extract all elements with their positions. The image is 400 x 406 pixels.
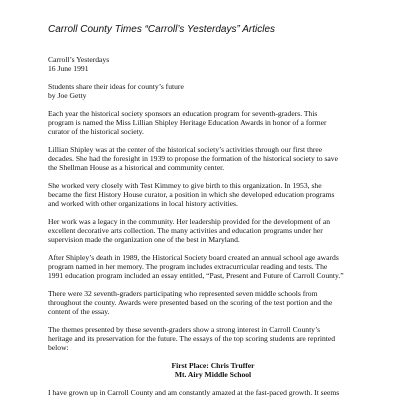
paragraph-line: supervision made the organization one of the best in Maryland. <box>48 235 240 244</box>
paragraph <box>48 145 378 172</box>
paragraph-line: She worked very closely with Test Kimmey to give birth to this organization. In 1953, she <box>48 181 322 190</box>
paragraph <box>48 253 378 280</box>
paragraph <box>48 109 378 136</box>
paragraph <box>48 181 378 208</box>
paragraph <box>48 289 378 316</box>
paragraph-line: Her work was a legacy in the community. Her leadership provided for the development of an <box>48 217 331 226</box>
paragraph-line: program is named the Miss Lillian Shipley Heritage Education Awards in honor of a former <box>48 118 327 127</box>
column-meta <box>48 55 378 73</box>
paragraph-line: heritage and its preservation for the future. The essays of the top scoring students are reprinted <box>48 334 336 343</box>
winner-heading <box>48 361 378 379</box>
paragraph-line: 1991 education program included an essay entitled, “Past, Present and Future of Carroll County.” <box>48 271 344 280</box>
article-headline: Students share their ideas for county’s future <box>48 82 184 91</box>
paragraph-line: excellent decorative arts collection. The many activities and education programs under her <box>48 226 323 235</box>
paragraph-line: Each year the historical society sponsors an education program for seventh-graders. This <box>48 109 318 118</box>
paragraph-line: There were 32 seventh-graders participating who represented seven middle schools from <box>48 289 318 298</box>
essay-line: I have grown up in Carroll County and am constantly amazed at the fast-paced growth. It seems <box>48 388 340 397</box>
paragraph-line: became the first History House curator, a position in which she developed education programs <box>48 190 335 199</box>
paragraph <box>48 325 378 352</box>
paragraph-line: Lillian Shipley was at the center of the historical society’s activities through our first three <box>48 145 323 154</box>
paragraph <box>48 217 378 244</box>
article-heading <box>48 82 378 100</box>
winner-school: Mt. Airy Middle School <box>174 370 252 379</box>
winner-place: First Place: Chris Truffer <box>171 361 255 370</box>
paragraph-line: content of the essay. <box>48 307 110 316</box>
document-page <box>48 24 378 406</box>
paragraph-line: After Shipley’s death in 1989, the Historical Society board created an annual school age awards <box>48 253 339 262</box>
article-byline: by Joe Getty <box>48 91 87 100</box>
paragraph-line: throughout the county. Awards were presented based on the scoring of the test portion and the <box>48 298 333 307</box>
paragraph-line: decades. She had the foresight in 1939 to propose the formation of the historical society to save <box>48 154 338 163</box>
paragraph-line: program named in her memory. The program includes extracurricular reading and tests. The <box>48 262 328 271</box>
paragraph-line: curator of the historical society. <box>48 127 144 136</box>
essay-paragraph <box>48 388 378 397</box>
column-name: Carroll’s Yesterdays <box>48 55 110 64</box>
paragraph-line: and worked with other organizations in local history activities. <box>48 199 238 208</box>
paragraph-line: below: <box>48 343 69 352</box>
document-header: Carroll County Times “Carroll’s Yesterdays” Articles <box>48 24 276 35</box>
article-date: 16 June 1991 <box>48 64 89 73</box>
paragraph-line: the Shellman House as a historical and community center. <box>48 163 225 172</box>
paragraph-line: The themes presented by these seventh-graders show a strong interest in Carroll County’s <box>48 325 321 334</box>
